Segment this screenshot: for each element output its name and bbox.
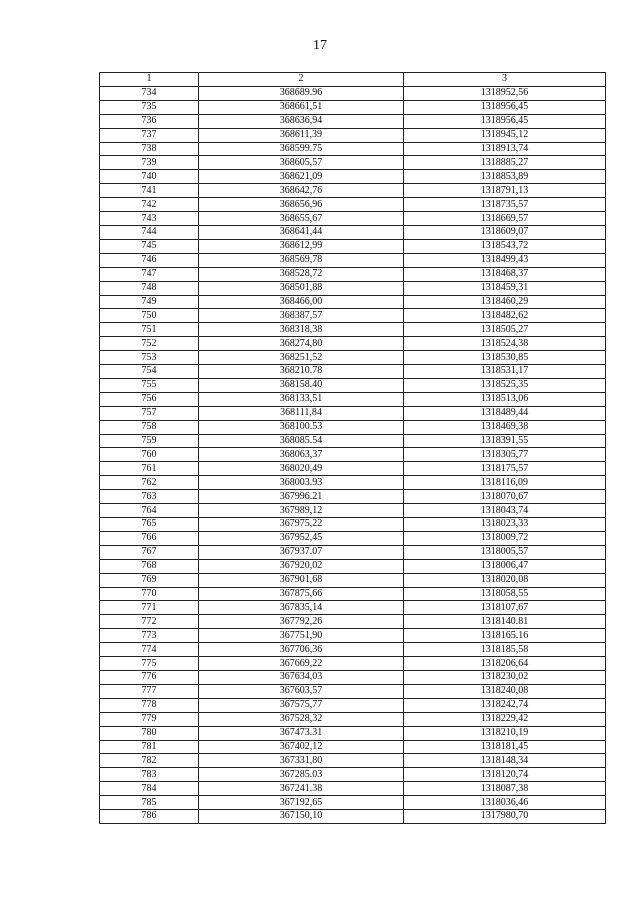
y-coordinate-cell: 1318524,38: [404, 337, 606, 351]
x-coordinate-cell: 368661,51: [199, 100, 404, 114]
point-number-cell: 741: [100, 184, 199, 198]
table-row: [100, 490, 606, 504]
y-coordinate-cell: 1318913,74: [404, 142, 606, 156]
point-number-cell: 778: [100, 698, 199, 712]
x-coordinate-cell: 367751,90: [199, 629, 404, 643]
point-number-cell: 769: [100, 573, 199, 587]
x-coordinate-cell: 368210.78: [199, 365, 404, 379]
y-coordinate-cell: 1318210,19: [404, 726, 606, 740]
point-number-cell: 734: [100, 86, 199, 100]
table-row: [100, 170, 606, 184]
point-number-cell: 743: [100, 212, 199, 226]
y-coordinate-cell: 1318107,67: [404, 601, 606, 615]
point-number-cell: 754: [100, 365, 199, 379]
x-coordinate-cell: 368100.53: [199, 420, 404, 434]
point-number-cell: 776: [100, 670, 199, 684]
y-coordinate-cell: 1318956,45: [404, 100, 606, 114]
point-number-cell: 777: [100, 684, 199, 698]
x-coordinate-cell: 367920,02: [199, 559, 404, 573]
x-coordinate-cell: 367634,03: [199, 670, 404, 684]
table-row: [100, 698, 606, 712]
x-coordinate-cell: 368569,78: [199, 253, 404, 267]
x-coordinate-cell: 368636,94: [199, 114, 404, 128]
table-row: [100, 684, 606, 698]
table-row: [100, 573, 606, 587]
y-coordinate-cell: 1318305,77: [404, 448, 606, 462]
table-row: [100, 406, 606, 420]
table-row: [100, 156, 606, 170]
point-number-cell: 763: [100, 490, 199, 504]
y-coordinate-cell: 1318956,45: [404, 114, 606, 128]
point-number-cell: 780: [100, 726, 199, 740]
x-coordinate-cell: 368251,52: [199, 351, 404, 365]
y-coordinate-cell: 1318885,27: [404, 156, 606, 170]
x-coordinate-cell: 368111,84: [199, 406, 404, 420]
table-row: [100, 768, 606, 782]
table-row: [100, 559, 606, 573]
point-number-cell: 739: [100, 156, 199, 170]
point-number-cell: 773: [100, 629, 199, 643]
point-number-cell: 747: [100, 267, 199, 281]
point-number-cell: 742: [100, 198, 199, 212]
y-coordinate-cell: 1318543,72: [404, 239, 606, 253]
x-coordinate-cell: 367996.21: [199, 490, 404, 504]
point-number-cell: 767: [100, 545, 199, 559]
x-coordinate-cell: 367192,65: [199, 796, 404, 810]
point-number-cell: 781: [100, 740, 199, 754]
table-row: [100, 212, 606, 226]
y-coordinate-cell: 1318087,38: [404, 782, 606, 796]
y-coordinate-cell: 1318513,06: [404, 392, 606, 406]
point-number-cell: 750: [100, 309, 199, 323]
point-number-cell: 771: [100, 601, 199, 615]
point-number-cell: 770: [100, 587, 199, 601]
point-number-cell: 785: [100, 796, 199, 810]
y-coordinate-cell: 1318240,08: [404, 684, 606, 698]
x-coordinate-cell: 367669,22: [199, 657, 404, 671]
point-number-cell: 756: [100, 392, 199, 406]
x-coordinate-cell: 367150,10: [199, 810, 404, 824]
x-coordinate-cell: 367575,77: [199, 698, 404, 712]
point-number-cell: 736: [100, 114, 199, 128]
y-coordinate-cell: 1318185,58: [404, 643, 606, 657]
table-row: [100, 629, 606, 643]
point-number-cell: 758: [100, 420, 199, 434]
x-coordinate-cell: 368318,38: [199, 323, 404, 337]
table-body: [100, 86, 606, 823]
column-header-3: 3: [404, 73, 606, 87]
column-header-1: 1: [100, 73, 199, 87]
table-row: [100, 796, 606, 810]
table-row: [100, 657, 606, 671]
y-coordinate-cell: 1318116,09: [404, 476, 606, 490]
x-coordinate-cell: 367331,80: [199, 754, 404, 768]
table-row: [100, 198, 606, 212]
y-coordinate-cell: 1318165.16: [404, 629, 606, 643]
table-row: [100, 184, 606, 198]
point-number-cell: 759: [100, 434, 199, 448]
y-coordinate-cell: 1318459,31: [404, 281, 606, 295]
point-number-cell: 784: [100, 782, 199, 796]
x-coordinate-cell: 367989,12: [199, 504, 404, 518]
table-row: [100, 100, 606, 114]
y-coordinate-cell: 1318043,74: [404, 504, 606, 518]
point-number-cell: 768: [100, 559, 199, 573]
point-number-cell: 757: [100, 406, 199, 420]
point-number-cell: 746: [100, 253, 199, 267]
table-row: [100, 365, 606, 379]
x-coordinate-cell: 368387,57: [199, 309, 404, 323]
point-number-cell: 740: [100, 170, 199, 184]
x-coordinate-cell: 368599.75: [199, 142, 404, 156]
column-header-2: 2: [199, 73, 404, 87]
y-coordinate-cell: 1318023,33: [404, 518, 606, 532]
x-coordinate-cell: 368641,44: [199, 225, 404, 239]
y-coordinate-cell: 1318148,34: [404, 754, 606, 768]
x-coordinate-cell: 368656,96: [199, 198, 404, 212]
x-coordinate-cell: 367285.03: [199, 768, 404, 782]
table-row: [100, 253, 606, 267]
y-coordinate-cell: 1317980,70: [404, 810, 606, 824]
x-coordinate-cell: 368528,72: [199, 267, 404, 281]
point-number-cell: 755: [100, 378, 199, 392]
y-coordinate-cell: 1318206,64: [404, 657, 606, 671]
point-number-cell: 738: [100, 142, 199, 156]
point-number-cell: 762: [100, 476, 199, 490]
point-number-cell: 735: [100, 100, 199, 114]
table-row: [100, 295, 606, 309]
table-row: [100, 518, 606, 532]
x-coordinate-cell: 368003.93: [199, 476, 404, 490]
table-row: [100, 448, 606, 462]
x-coordinate-cell: 367792,26: [199, 615, 404, 629]
y-coordinate-cell: 1318070,67: [404, 490, 606, 504]
table-row: [100, 114, 606, 128]
y-coordinate-cell: 1318009,72: [404, 531, 606, 545]
x-coordinate-cell: 368605,57: [199, 156, 404, 170]
point-number-cell: 786: [100, 810, 199, 824]
y-coordinate-cell: 1318609,07: [404, 225, 606, 239]
table-row: [100, 337, 606, 351]
x-coordinate-cell: 368466,00: [199, 295, 404, 309]
table-row: [100, 281, 606, 295]
x-coordinate-cell: 367952,45: [199, 531, 404, 545]
x-coordinate-cell: 367473.31: [199, 726, 404, 740]
table-row: [100, 754, 606, 768]
y-coordinate-cell: 1318735,57: [404, 198, 606, 212]
table-row: [100, 351, 606, 365]
table-row: [100, 810, 606, 824]
y-coordinate-cell: 1318005,57: [404, 545, 606, 559]
x-coordinate-cell: 367975,22: [199, 518, 404, 532]
y-coordinate-cell: 1318242,74: [404, 698, 606, 712]
y-coordinate-cell: 1318530,85: [404, 351, 606, 365]
y-coordinate-cell: 1318531,17: [404, 365, 606, 379]
x-coordinate-cell: 368642,76: [199, 184, 404, 198]
table-row: [100, 434, 606, 448]
point-number-cell: 744: [100, 225, 199, 239]
x-coordinate-cell: 368085.54: [199, 434, 404, 448]
point-number-cell: 752: [100, 337, 199, 351]
x-coordinate-cell: 368621,09: [199, 170, 404, 184]
point-number-cell: 751: [100, 323, 199, 337]
table-row: [100, 504, 606, 518]
table-row: [100, 239, 606, 253]
y-coordinate-cell: 1318058,55: [404, 587, 606, 601]
y-coordinate-cell: 1318020,08: [404, 573, 606, 587]
coordinates-table: [99, 72, 606, 824]
y-coordinate-cell: 1318489,44: [404, 406, 606, 420]
table-row: [100, 267, 606, 281]
y-coordinate-cell: 1318468,37: [404, 267, 606, 281]
x-coordinate-cell: 368689.96: [199, 86, 404, 100]
y-coordinate-cell: 1318469,38: [404, 420, 606, 434]
y-coordinate-cell: 1318006,47: [404, 559, 606, 573]
table-row: [100, 712, 606, 726]
point-number-cell: 737: [100, 128, 199, 142]
point-number-cell: 749: [100, 295, 199, 309]
table-row: [100, 670, 606, 684]
y-coordinate-cell: 1318120,74: [404, 768, 606, 782]
table-row: [100, 128, 606, 142]
x-coordinate-cell: 368158.40: [199, 378, 404, 392]
point-number-cell: 760: [100, 448, 199, 462]
y-coordinate-cell: 1318505,27: [404, 323, 606, 337]
point-number-cell: 766: [100, 531, 199, 545]
y-coordinate-cell: 1318499,43: [404, 253, 606, 267]
y-coordinate-cell: 1318853,89: [404, 170, 606, 184]
x-coordinate-cell: 367402,12: [199, 740, 404, 754]
table-row: [100, 643, 606, 657]
point-number-cell: 774: [100, 643, 199, 657]
table-row: [100, 142, 606, 156]
point-number-cell: 753: [100, 351, 199, 365]
table-row: [100, 587, 606, 601]
x-coordinate-cell: 368612,99: [199, 239, 404, 253]
point-number-cell: 783: [100, 768, 199, 782]
x-coordinate-cell: 368063,37: [199, 448, 404, 462]
table-row: [100, 476, 606, 490]
y-coordinate-cell: 1318230,02: [404, 670, 606, 684]
table-row: [100, 392, 606, 406]
y-coordinate-cell: 1318460,29: [404, 295, 606, 309]
point-number-cell: 782: [100, 754, 199, 768]
x-coordinate-cell: 368133,51: [199, 392, 404, 406]
table-row: [100, 462, 606, 476]
x-coordinate-cell: 367528,32: [199, 712, 404, 726]
point-number-cell: 761: [100, 462, 199, 476]
y-coordinate-cell: 1318175,57: [404, 462, 606, 476]
point-number-cell: 764: [100, 504, 199, 518]
point-number-cell: 779: [100, 712, 199, 726]
table-header-row: [100, 73, 606, 87]
x-coordinate-cell: 367603,57: [199, 684, 404, 698]
table-row: [100, 545, 606, 559]
x-coordinate-cell: 368274,80: [199, 337, 404, 351]
table-row: [100, 740, 606, 754]
x-coordinate-cell: 367706,36: [199, 643, 404, 657]
y-coordinate-cell: 1318140.81: [404, 615, 606, 629]
y-coordinate-cell: 1318036,46: [404, 796, 606, 810]
x-coordinate-cell: 368501,88: [199, 281, 404, 295]
point-number-cell: 745: [100, 239, 199, 253]
y-coordinate-cell: 1318952,56: [404, 86, 606, 100]
table-row: [100, 601, 606, 615]
x-coordinate-cell: 368655,67: [199, 212, 404, 226]
table-row: [100, 309, 606, 323]
x-coordinate-cell: 368611,39: [199, 128, 404, 142]
x-coordinate-cell: 367901,68: [199, 573, 404, 587]
table-row: [100, 726, 606, 740]
table-row: [100, 225, 606, 239]
table-row: [100, 86, 606, 100]
y-coordinate-cell: 1318525,35: [404, 378, 606, 392]
point-number-cell: 748: [100, 281, 199, 295]
table-row: [100, 420, 606, 434]
table-row: [100, 378, 606, 392]
point-number-cell: 765: [100, 518, 199, 532]
y-coordinate-cell: 1318945,12: [404, 128, 606, 142]
page-number: 17: [313, 38, 327, 53]
y-coordinate-cell: 1318391,55: [404, 434, 606, 448]
y-coordinate-cell: 1318669,57: [404, 212, 606, 226]
x-coordinate-cell: 367835,14: [199, 601, 404, 615]
point-number-cell: 772: [100, 615, 199, 629]
table-row: [100, 615, 606, 629]
x-coordinate-cell: 368020,49: [199, 462, 404, 476]
x-coordinate-cell: 367241.38: [199, 782, 404, 796]
table-row: [100, 323, 606, 337]
y-coordinate-cell: 1318482,62: [404, 309, 606, 323]
y-coordinate-cell: 1318791,13: [404, 184, 606, 198]
table-row: [100, 531, 606, 545]
y-coordinate-cell: 1318229,42: [404, 712, 606, 726]
x-coordinate-cell: 367937.07: [199, 545, 404, 559]
point-number-cell: 775: [100, 657, 199, 671]
x-coordinate-cell: 367875,66: [199, 587, 404, 601]
y-coordinate-cell: 1318181,45: [404, 740, 606, 754]
table-row: [100, 782, 606, 796]
